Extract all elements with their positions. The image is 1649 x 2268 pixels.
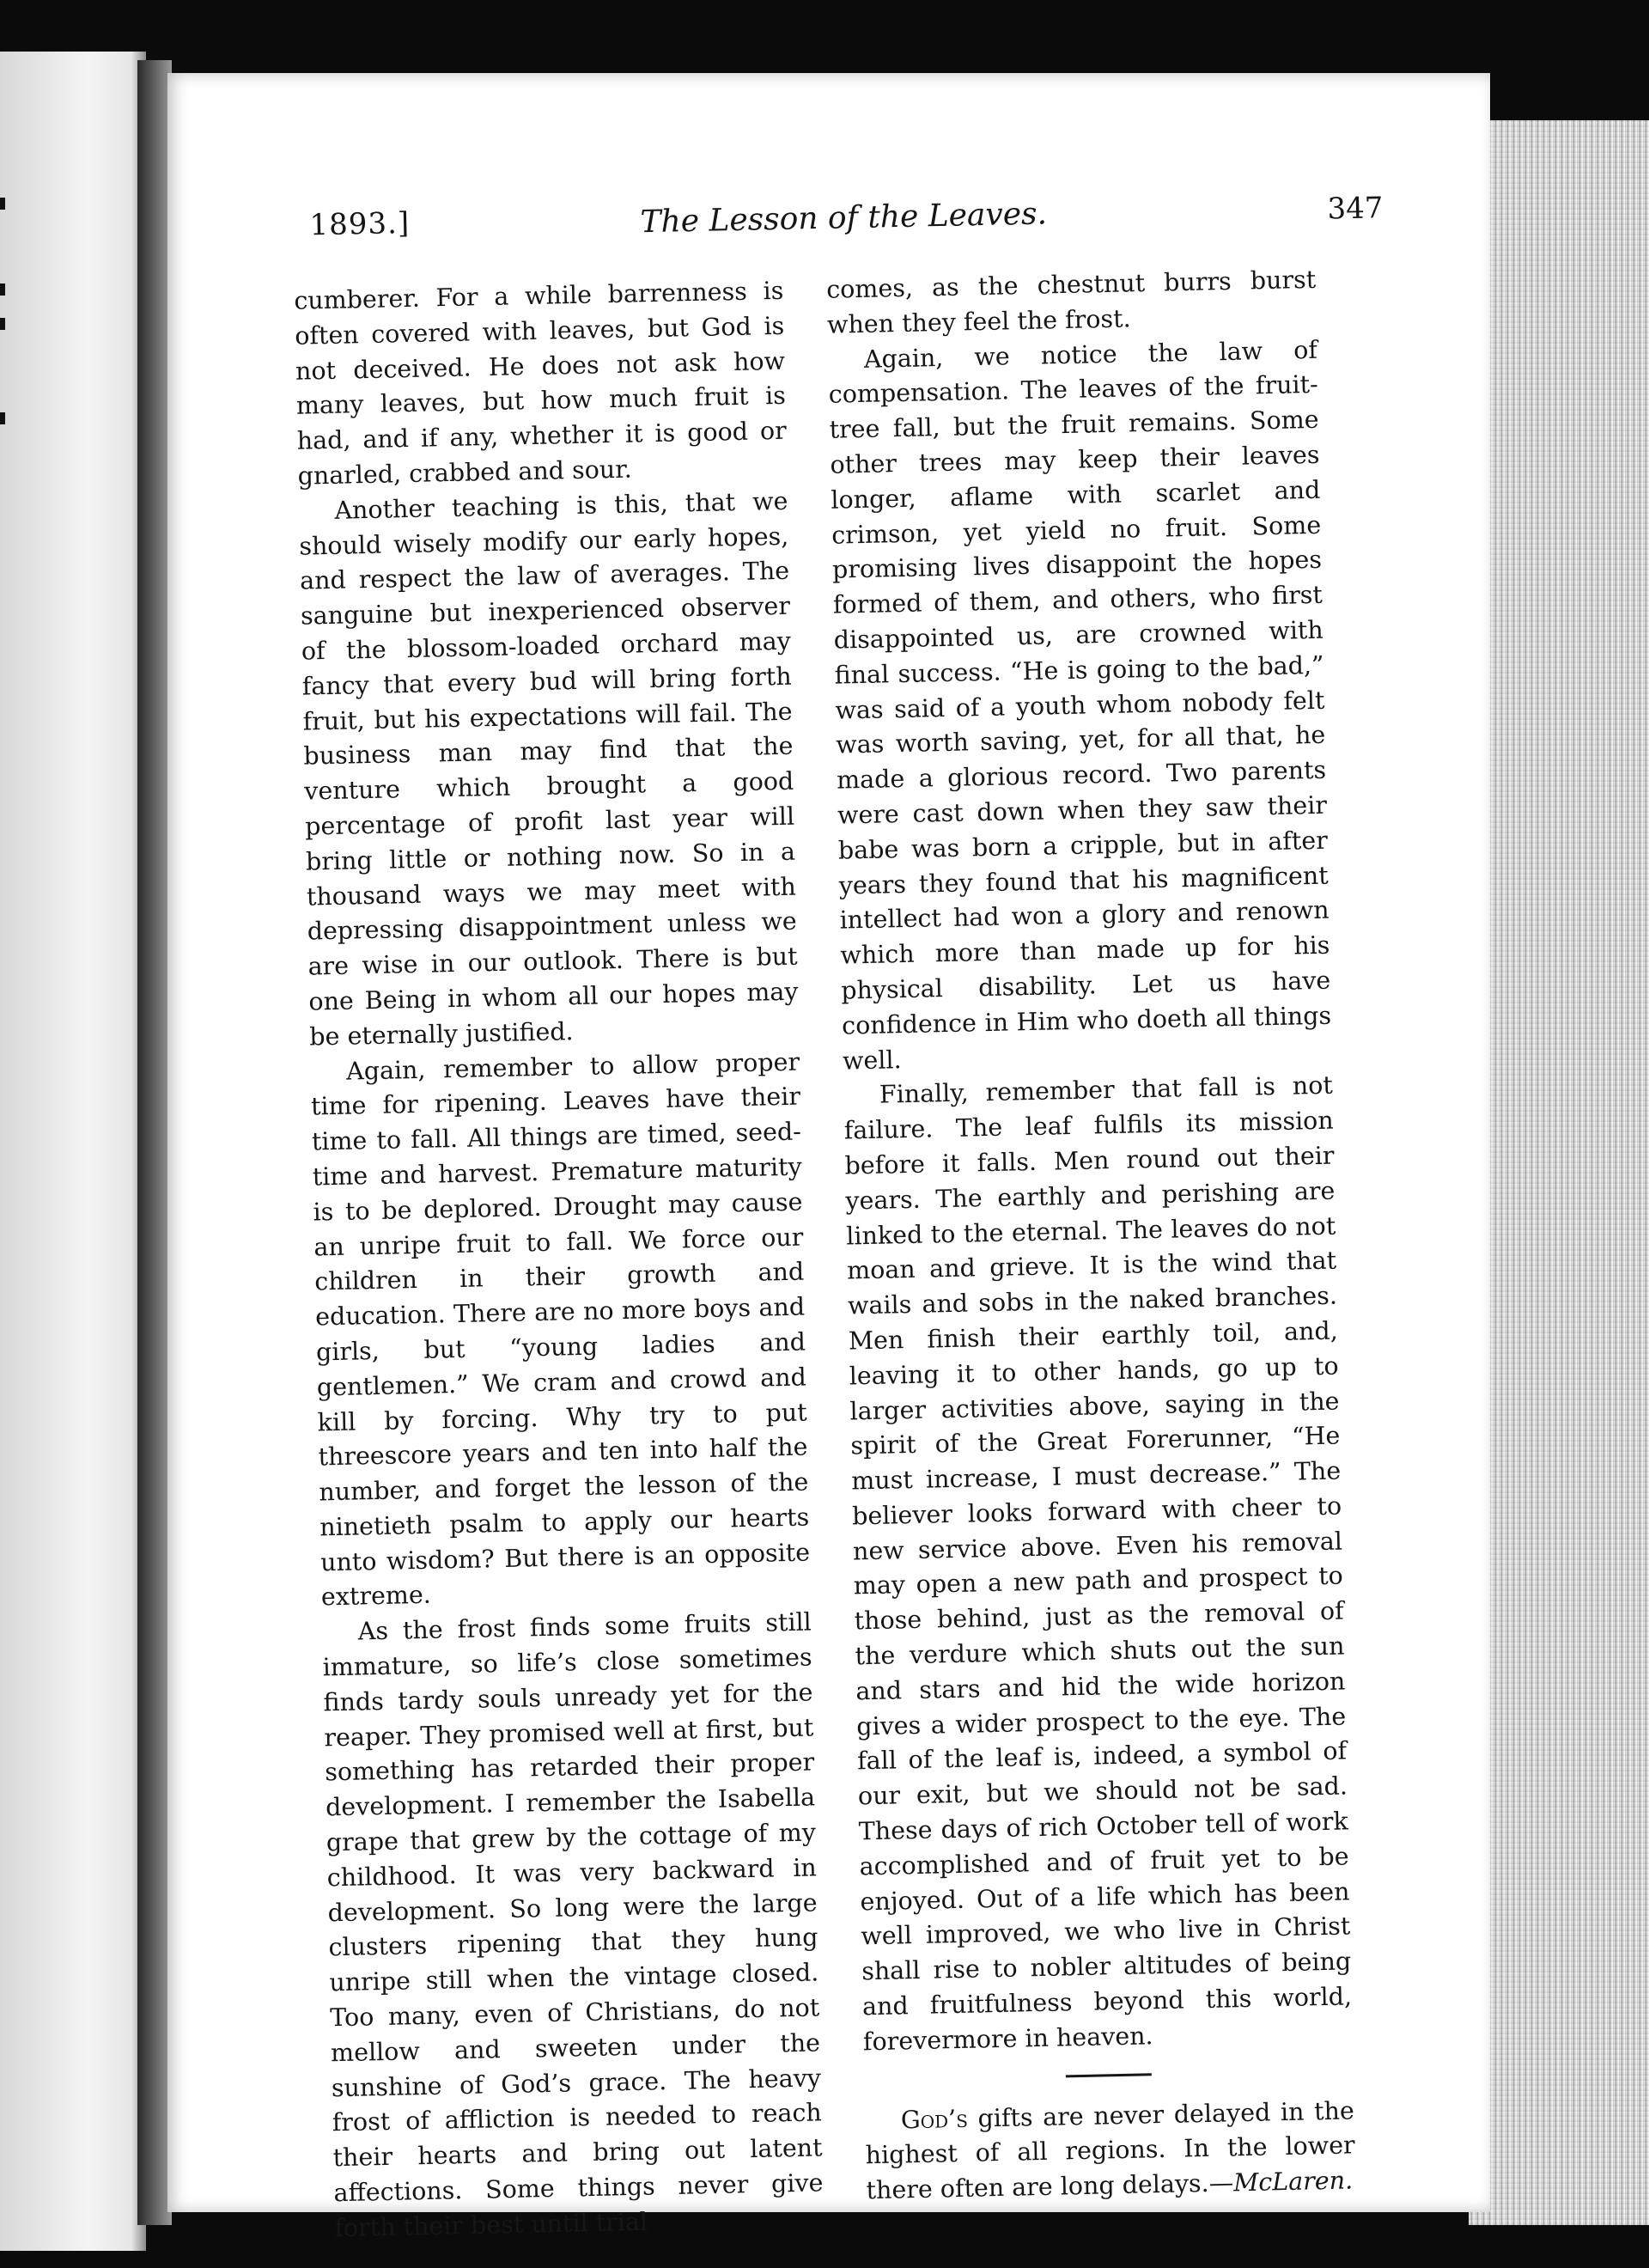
header-title: The Lesson of the Leaves. — [640, 196, 1048, 241]
paragraph: Again, we notice the law of compensation. The leaves of the fruit-tree fall, but the fruit remains. Some other trees may keep their leaves longer, aflame with scarlet and crimson, yet yield no fruit. Some promising lives disappoint the hopes formed of them, and others, who first disappointed us, are crowned with final success. “He is going to the bad,” was said of a youth whom nobody felt was worth saving, yet, for all that, he made a glorious record. Two parents were cast down when they saw their babe was born a cripple, but in after years they found that his magnificent intellect had won a glory and renown which more than made up for his physical disability. Let us have confidence in Him who doeth all things well. — [828, 335, 1332, 1076]
left-column — [294, 274, 824, 2247]
previous-page-edge — [0, 52, 146, 2251]
paragraph: As the frost finds some fruits still immature, so life’s close sometimes finds tardy souls unready yet for the reaper. They promised well at first, but something has retarded their proper development. I remember the Isabella grape that grew by the cottage of my childhood. It was very backward in development. So long were the large clusters ripening that they hung unripe still when the vintage closed. Too many, even of Christians, do not mellow and sweeten under the sunshine of God’s grace. The heavy frost of affliction is needed to reach their hearts and bring out latent affections. Some things never give forth their best until trial — [322, 1607, 824, 2243]
quote-attribution: —McLaren. — [1208, 2166, 1354, 2198]
paragraph: Finally, remember that fall is not failure. The leaf fulfils its mission before it falls. Men round out their years. The earthly and perishing are linked to the eternal. The leaves do not moan and grieve. It is the wind that wails and sobs in the naked branches. Men finish their earthly toil, and, leaving it to other hands, go up to larger activities above, saying in the spirit of the Great Forerunner, “He must increase, I must decrease.” The believer looks forward with cheer to new service above. Even his removal may open a new path and prospect to those behind, just as the removal of the verdure which shuts out the sun and stars and hid the wide horizon gives a wider prospect to the eye. The fall of the leaf is, indeed, a symbol of our exit, but we should not be sad. These days of rich October tell of work accomplished and of fruit yet to be enjoyed. Out of a life which has been well improved, we who live in Christ shall rise to nobler altitudes of being and fruitfulness beyond this world, forevermore in heaven. — [843, 1070, 1353, 2057]
quote-lead: God’s — [900, 2104, 969, 2135]
paragraph: cumberer. For a while barrenness is often covered with leaves, but God is not deceived. He does not ask how many leaves, but how much fruit is had, and if any, whether it is good or gnarled, crabbed and sour. — [294, 276, 788, 491]
paragraph: Another teaching is this, that we should wisely modify our early hopes, and respect the law of averages. The sanguine but inexperienced observer of the blossom-loaded orchard may fancy that every bud will bring forth fruit, but his expectations will fail. The business man may find that the venture which brought a good percentage of profit last year will bring little or nothing now. So in a thousand ways we may meet with depressing disappointment unless we are wise in our outlook. There is but one Being in whom all our hopes may be eternally justified. — [299, 486, 799, 1052]
right-column — [826, 263, 1356, 2209]
quote-text: gifts are never delayed in the highest of all regions. In the lower there often are long delays. — [865, 2096, 1355, 2205]
page-number: 347 — [1327, 191, 1384, 227]
quote-paragraph — [864, 2094, 1355, 2209]
section-rule — [1066, 2073, 1152, 2077]
book-gutter — [137, 60, 172, 2225]
page-content — [258, 186, 1415, 2243]
paragraph: Again, remember to allow proper time for ripening. Leaves have their time to fall. All things are timed, seed-time and harvest. Premature maturity is to be deplored. Drought may cause an unripe fruit to fall. We force our children in their growth and education. There are no more boys and girls, but “young ladies and gentlemen.” We cram and crowd and kill by forcing. Why try to put threescore years and ten into half the number, and forget the lesson of the ninetieth psalm to apply our hearts unto wisdom? But there is an opposite extreme. — [310, 1047, 811, 1612]
paragraph: comes, as the chestnut burrs burst when they feel the frost. — [825, 265, 1317, 339]
page-edges — [1469, 120, 1649, 2225]
header-year: 1893.] — [309, 205, 411, 243]
